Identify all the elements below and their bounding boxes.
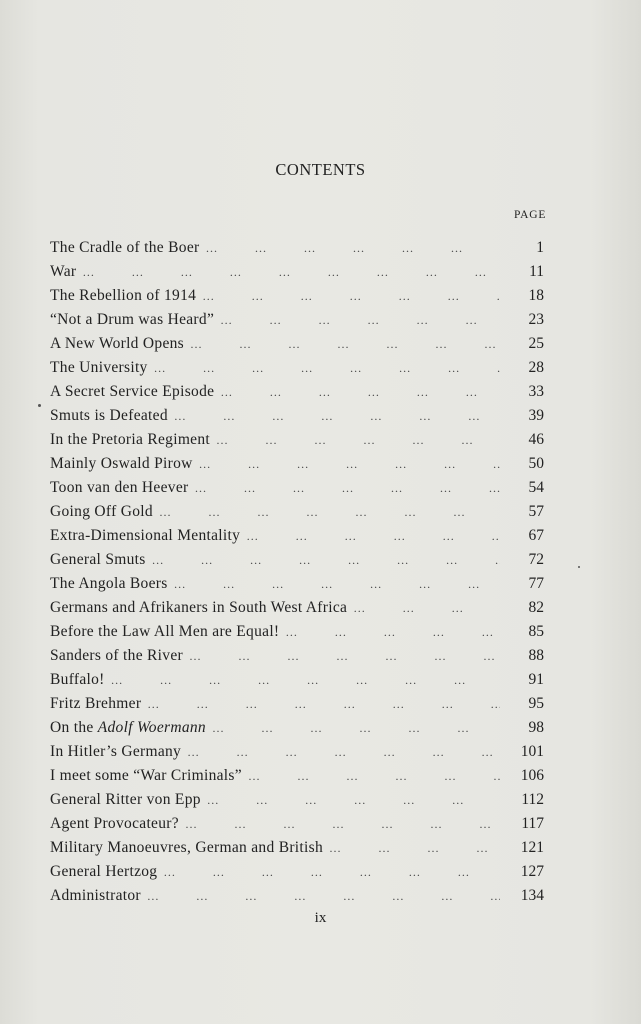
- toc-entry: [50, 429, 544, 451]
- toc-entry: [50, 669, 544, 691]
- toc-entry: [50, 501, 544, 523]
- entry-title: Going Off Gold: [50, 503, 153, 520]
- entry-page: 39: [528, 407, 544, 424]
- toc-entry: [50, 693, 544, 715]
- entry-title: Buffalo!: [50, 671, 105, 688]
- entry-page: 28: [528, 359, 544, 376]
- entry-page: 25: [528, 335, 544, 352]
- toc-entry: [50, 861, 544, 883]
- entry-title: Before the Law All Men are Equal!: [50, 623, 280, 640]
- dot-leader: [147, 693, 500, 715]
- entry-title: The Angola Boers: [50, 575, 168, 592]
- dot-leader: [207, 789, 500, 811]
- toc-entry: [50, 381, 544, 403]
- entry-page: 106: [520, 767, 544, 784]
- toc-entry: [50, 837, 544, 859]
- toc-entry: [50, 285, 544, 307]
- entry-title: Military Manoeuvres, German and British: [50, 839, 323, 856]
- entry-title: Germans and Afrikaners in South West Africa: [50, 599, 348, 616]
- entry-page: 72: [528, 551, 544, 568]
- entry-page: 112: [521, 791, 544, 808]
- toc-entry: [50, 741, 544, 763]
- toc-entry: [50, 333, 544, 355]
- entry-page: 67: [528, 527, 544, 544]
- entry-title: Toon van den Heever: [50, 479, 189, 496]
- entry-title: In the Pretoria Regiment: [50, 431, 211, 448]
- entry-page: 46: [528, 431, 544, 448]
- entry-title: “Not a Drum was Heard”: [50, 311, 215, 328]
- entry-page: 101: [520, 743, 544, 760]
- toc-entry: [50, 765, 544, 787]
- dot-leader: [216, 429, 500, 451]
- entry-title: Administrator: [50, 887, 141, 904]
- entry-page: 11: [529, 263, 544, 280]
- entry-page: 50: [528, 455, 544, 472]
- entry-title: General Hertzog: [50, 863, 158, 880]
- entry-title: Extra-Dimensional Mentality: [50, 527, 241, 544]
- dot-leader: [82, 261, 500, 283]
- contents-heading: CONTENTS: [275, 160, 366, 179]
- toc-entry: [50, 885, 544, 907]
- entry-title: In Hitler’s Germany: [50, 743, 182, 760]
- toc-entry: [50, 621, 544, 643]
- paper-speck: [38, 404, 41, 407]
- toc-entry: [50, 549, 544, 571]
- entry-title: I meet some “War Criminals”: [50, 767, 242, 784]
- dot-leader: [353, 597, 500, 619]
- dot-leader: [154, 357, 500, 379]
- entry-page: 98: [528, 719, 544, 736]
- dot-leader: [152, 549, 500, 571]
- dot-leader: [206, 237, 501, 259]
- dot-leader: [220, 309, 500, 331]
- paper-speck: [578, 566, 580, 568]
- entry-page: 33: [528, 383, 544, 400]
- entry-page: 54: [528, 479, 544, 496]
- dot-leader: [220, 381, 500, 403]
- dot-leader: [202, 285, 500, 307]
- dot-leader: [248, 765, 500, 787]
- toc-entry: [50, 357, 544, 379]
- toc-entry: [50, 477, 544, 499]
- entry-title: Sanders of the River: [50, 647, 183, 664]
- entry-page: 121: [520, 839, 544, 856]
- ship-name: Adolf Woermann: [97, 719, 206, 736]
- toc-entry: [50, 789, 544, 811]
- entry-page: 127: [520, 863, 544, 880]
- dot-leader: [189, 645, 500, 667]
- entry-page: 85: [528, 623, 544, 640]
- dot-leader: [199, 453, 500, 475]
- toc-entry: [50, 813, 544, 835]
- entry-page: 18: [528, 287, 544, 304]
- dot-leader: [163, 861, 500, 883]
- entry-title: Fritz Brehmer: [50, 695, 142, 712]
- entry-title: A Secret Service Episode: [50, 383, 215, 400]
- entry-page: 82: [528, 599, 544, 616]
- entry-title: General Ritter von Epp: [50, 791, 201, 808]
- entry-title: On the Adolf Woermann: [50, 719, 206, 736]
- dot-leader: [329, 837, 500, 859]
- toc-entry: [50, 525, 544, 547]
- toc-entry: [50, 309, 544, 331]
- dot-leader: [190, 333, 500, 355]
- dot-leader: [285, 621, 500, 643]
- toc-entry: [50, 237, 544, 259]
- entry-title: Agent Provocateur?: [50, 815, 179, 832]
- entry-page: 57: [528, 503, 544, 520]
- dot-leader: [147, 885, 500, 907]
- toc-entry: [50, 261, 544, 283]
- entry-page: 23: [528, 311, 544, 328]
- entry-page: 77: [528, 575, 544, 592]
- dot-leader: [174, 573, 500, 595]
- dot-leader: [159, 501, 500, 523]
- page-number-folio: ix: [314, 910, 327, 926]
- toc-entry: [50, 717, 544, 739]
- dot-leader: [194, 477, 500, 499]
- dot-leader: [187, 741, 500, 763]
- dot-leader: [174, 405, 500, 427]
- entry-page: 95: [528, 695, 544, 712]
- page-column-label: PAGE: [514, 209, 547, 221]
- dot-leader: [111, 669, 500, 691]
- entry-title: A New World Opens: [50, 335, 185, 352]
- entry-page: 117: [521, 815, 544, 832]
- entry-page: 91: [528, 671, 544, 688]
- dot-leader: [185, 813, 500, 835]
- entry-title: Smuts is Defeated: [50, 407, 168, 424]
- entry-title: The Cradle of the Boer: [50, 239, 200, 256]
- entry-page: 1: [536, 239, 544, 256]
- toc-entry: [50, 405, 544, 427]
- toc-entry: [50, 573, 544, 595]
- entry-title: General Smuts: [50, 551, 146, 568]
- toc-entry: [50, 645, 544, 667]
- entry-page: 88: [528, 647, 544, 664]
- dot-leader: [212, 717, 500, 739]
- entry-title: War: [50, 263, 77, 280]
- entry-page: 134: [520, 887, 544, 904]
- dot-leader: [246, 525, 500, 547]
- entry-title: The University: [50, 359, 148, 376]
- entry-title: Mainly Oswald Pirow: [50, 455, 193, 472]
- entry-title: The Rebellion of 1914: [50, 287, 197, 304]
- toc-entry: [50, 453, 544, 475]
- toc-entry: [50, 597, 544, 619]
